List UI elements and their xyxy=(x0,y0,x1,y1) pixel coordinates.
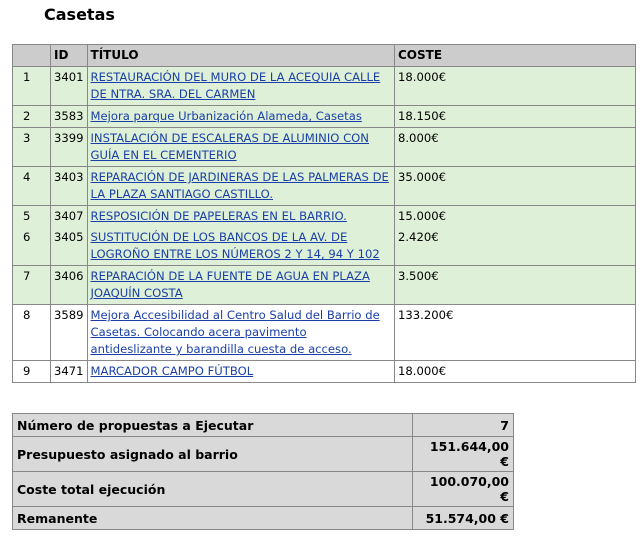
summary-label: Presupuesto asignado al barrio xyxy=(13,437,413,472)
proposal-link[interactable]: SUSTITUCIÓN DE LOS BANCOS DE LA AV. DE LOGROÑO ENTRE LOS NÚMEROS 2 Y 14, 94 Y 102 xyxy=(90,230,380,261)
summary-value: 51.574,00 € xyxy=(413,507,514,530)
summary-row-budget xyxy=(13,437,514,472)
proposal-link[interactable]: MARCADOR CAMPO FÚTBOL xyxy=(90,364,254,378)
proposal-link[interactable]: Mejora parque Urbanización Alameda, Casetas xyxy=(90,109,362,123)
page-title: Casetas xyxy=(44,5,115,24)
row-id: 3471 xyxy=(51,361,88,383)
row-num: 7 xyxy=(13,266,51,305)
row-id: 3589 xyxy=(51,305,88,361)
summary-label: Remanente xyxy=(13,507,413,530)
summary-row-cost xyxy=(13,472,514,507)
row-num: 5 xyxy=(13,206,51,228)
proposals-table xyxy=(12,44,636,383)
summary-value: 7 xyxy=(413,414,514,437)
table-header xyxy=(13,45,636,67)
row-id: 3583 xyxy=(51,106,88,128)
row-num: 9 xyxy=(13,361,51,383)
summary-label: Número de propuestas a Ejecutar xyxy=(13,414,413,437)
proposal-link[interactable]: REPARACIÓN DE JARDINERAS DE LAS PALMERAS DE LA PLAZA SANTIAGO CASTILLO. xyxy=(90,170,389,201)
table-row xyxy=(13,206,636,228)
row-id: 3401 xyxy=(51,67,88,106)
proposal-link[interactable]: Mejora Accesibilidad al Centro Salud del Barrio de Casetas. Colocando acera pavimento antideslizante y barandilla cuesta de acceso. xyxy=(90,308,380,356)
row-cost: 35.000€ xyxy=(395,167,636,206)
table-row xyxy=(13,106,636,128)
col-title-header: TÍTULO xyxy=(87,45,394,67)
row-cost: 15.000€ xyxy=(395,206,636,228)
summary-table xyxy=(12,413,514,530)
summary-row-remaining xyxy=(13,507,514,530)
col-num-header xyxy=(13,45,51,67)
row-id: 3406 xyxy=(51,266,88,305)
summary-value: 100.070,00 € xyxy=(413,472,514,507)
row-cost: 8.000€ xyxy=(395,128,636,167)
summary-label: Coste total ejecución xyxy=(13,472,413,507)
col-id-header: ID xyxy=(51,45,88,67)
table-row xyxy=(13,67,636,106)
row-cost: 133.200€ xyxy=(395,305,636,361)
proposal-link[interactable]: INSTALACIÓN DE ESCALERAS DE ALUMINIO CON GUÍA EN EL CEMENTERIO xyxy=(90,131,369,162)
row-cost: 18.150€ xyxy=(395,106,636,128)
table-row xyxy=(13,361,636,383)
row-num: 2 xyxy=(13,106,51,128)
row-num: 8 xyxy=(13,305,51,361)
col-cost-header: COSTE xyxy=(395,45,636,67)
row-id: 3405 xyxy=(51,227,88,266)
row-id: 3407 xyxy=(51,206,88,228)
summary-row-proposals xyxy=(13,414,514,437)
table-row xyxy=(13,227,636,266)
row-id: 3403 xyxy=(51,167,88,206)
table-row xyxy=(13,266,636,305)
table-row xyxy=(13,305,636,361)
proposal-link[interactable]: REPARACIÓN DE LA FUENTE DE AGUA EN PLAZA JOAQUÍN COSTA xyxy=(90,269,370,300)
table-row xyxy=(13,128,636,167)
row-cost: 18.000€ xyxy=(395,361,636,383)
row-num: 4 xyxy=(13,167,51,206)
row-cost: 2.420€ xyxy=(395,227,636,266)
row-num: 1 xyxy=(13,67,51,106)
row-cost: 3.500€ xyxy=(395,266,636,305)
proposal-link[interactable]: RESTAURACIÓN DEL MURO DE LA ACEQUIA CALLE DE NTRA. SRA. DEL CARMEN xyxy=(90,70,381,101)
row-id: 3399 xyxy=(51,128,88,167)
proposal-link[interactable]: RESPOSICIÓN DE PAPELERAS EN EL BARRIO. xyxy=(90,209,347,223)
table-row xyxy=(13,167,636,206)
row-num: 3 xyxy=(13,128,51,167)
row-cost: 18.000€ xyxy=(395,67,636,106)
summary-value: 151.644,00 € xyxy=(413,437,514,472)
row-num: 6 xyxy=(13,227,51,266)
